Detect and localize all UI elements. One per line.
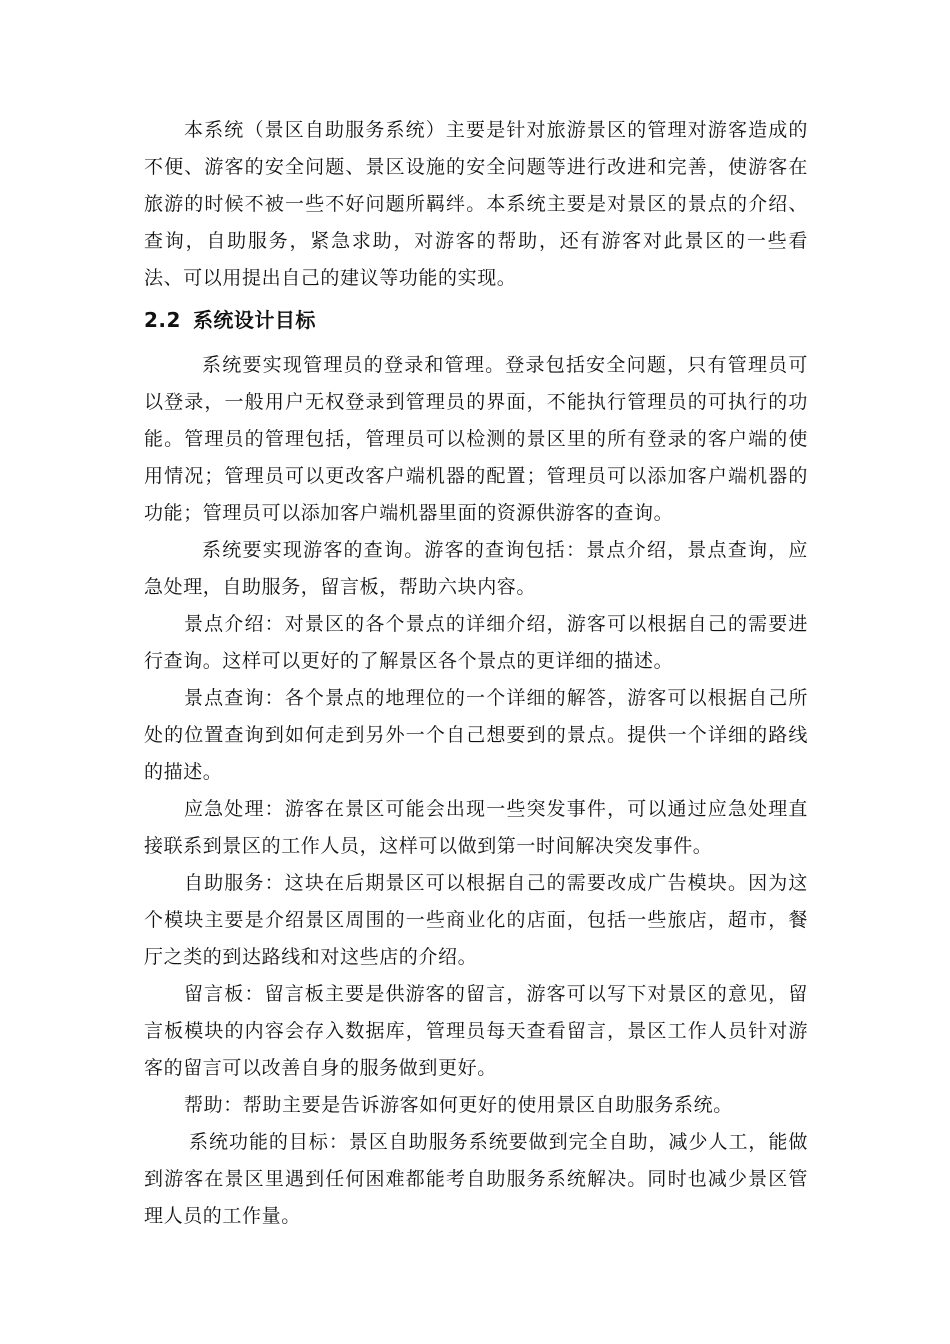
self-service-paragraph: 自助服务：这块在后期景区可以根据自己的需要改成广告模块。因为这个模块主要是介绍景区周围的一些商业化的店面，包括一些旅店，超市，餐厅之类的到达路线和对这些店的介绍。 — [144, 872, 808, 968]
section-number: 2.2 — [144, 308, 181, 332]
section-heading — [144, 303, 808, 337]
goal-paragraph: 系统功能的目标：景区自助服务系统要做到完全自助，减少人工，能做到游客在景区里遇到任何困难都能考自助服务系统解决。同时也减少景区管理人员的工作量。 — [144, 1131, 808, 1227]
visitor-paragraph: 系统要实现游客的查询。游客的查询包括：景点介绍，景点查询，应急处理，自助服务，留言板，帮助六块内容。 — [144, 539, 808, 598]
spot-query-paragraph: 景点查询：各个景点的地理位的一个详细的解答，游客可以根据自己所处的位置查询到如何走到另外一个自己想要到的景点。提供一个详细的路线的描述。 — [144, 687, 808, 783]
emergency-paragraph: 应急处理：游客在景区可能会出现一些突发事件，可以通过应急处理直接联系到景区的工作人员，这样可以做到第一时间解决突发事件。 — [144, 798, 808, 857]
admin-paragraph: 系统要实现管理员的登录和管理。登录包括安全问题，只有管理员可以登录，一般用户无权登录到管理员的界面，不能执行管理员的可执行的功能。管理员的管理包括，管理员可以检测的景区里的所有登录的客户端的使用情况；管理员可以更改客户端机器的配置；管理员可以添加客户端机器的功能；管理员可以添加客户端机器里面的资源供游客的查询。 — [144, 354, 808, 524]
section-title: 系统设计目标 — [192, 308, 316, 332]
spot-intro-paragraph: 景点介绍：对景区的各个景点的详细介绍，游客可以根据自己的需要进行查询。这样可以更好的了解景区各个景点的更详细的描述。 — [144, 613, 808, 672]
intro-paragraph: 本系统（景区自助服务系统）主要是针对旅游景区的管理对游客造成的不便、游客的安全问题、景区设施的安全问题等进行改进和完善，使游客在旅游的时候不被一些不好问题所羁绊。本系统主要是对景区的景点的介绍、查询，自助服务，紧急求助，对游客的帮助，还有游客对此景区的一些看法、可以用提出自己的建议等功能的实现。 — [144, 119, 808, 289]
document-page — [144, 112, 808, 1235]
guestbook-paragraph: 留言板：留言板主要是供游客的留言，游客可以写下对景区的意见，留言板模块的内容会存入数据库，管理员每天查看留言，景区工作人员针对游客的留言可以改善自身的服务做到更好。 — [144, 983, 808, 1079]
help-paragraph: 帮助：帮助主要是告诉游客如何更好的使用景区自助服务系统。 — [184, 1094, 733, 1116]
